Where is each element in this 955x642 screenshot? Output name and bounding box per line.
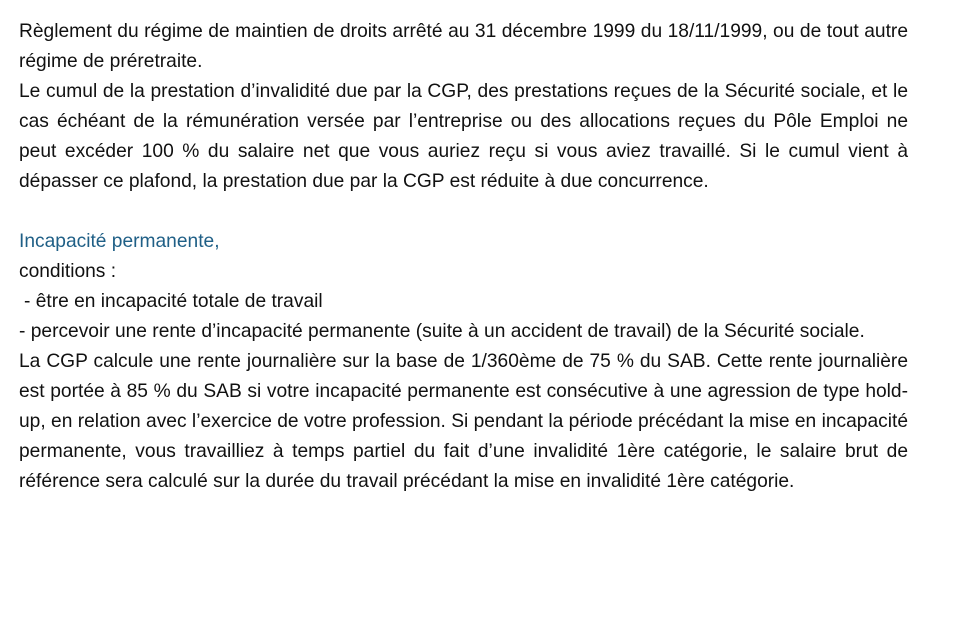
paragraph-maintien-droits: Règlement du régime de maintien de droits arrêté au 31 décembre 1999 du 18/11/1999, ou de tout autre régime de préretraite. bbox=[19, 21, 908, 72]
paragraph-cumul-prestation: Le cumul de la prestation d’invalidité due par la CGP, des prestations reçues de la Sécurité sociale, et le cas échéant de la rémunération versée par l’entreprise ou des allocations reçues du Pôle Emploi ne peut excéder 100 % du salaire net que vous auriez reçu si vous aviez travaillé. Si le cumul vient à dépasser ce plafond, la prestation due par la CGP est réduite à due concurrence. bbox=[19, 81, 908, 192]
condition-item-incapacite-totale: - être en incapacité totale de travail bbox=[24, 291, 323, 312]
document-body bbox=[19, 17, 908, 497]
condition-item-rente: - percevoir une rente d’incapacité permanente (suite à un accident de travail) de la Sécurité sociale. bbox=[19, 321, 865, 342]
paragraph-rente-journaliere: La CGP calcule une rente journalière sur la base de 1/360ème de 75 % du SAB. Cette rente journalière est portée à 85 % du SAB si votre incapacité permanente est consécutive à une agression de type hold-up, en relation avec l’exercice de votre profession. Si pendant la période précédant la mise en incapacité permanente, vous travailliez à temps partiel du fait d’une invalidité 1ère catégorie, le salaire brut de référence sera calculé sur la durée du travail précédant la mise en invalidité 1ère catégorie. bbox=[19, 351, 908, 492]
conditions-label: conditions : bbox=[19, 261, 117, 282]
paragraph-spacer bbox=[19, 197, 908, 227]
section-heading-incapacite: Incapacité permanente, bbox=[19, 231, 220, 252]
